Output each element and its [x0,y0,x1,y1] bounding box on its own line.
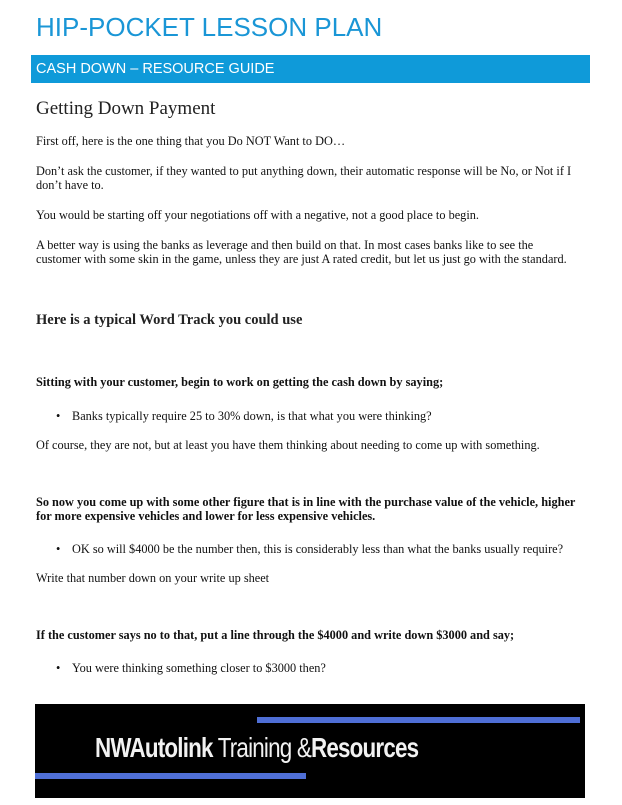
bullet-item [56,542,563,556]
instruction-step: Sitting with your customer, begin to work on getting the cash down by saying; [36,375,444,389]
decorative-line-top [257,717,580,723]
logo-text-bold: Resources [310,732,419,763]
bullet-item [56,409,432,423]
decorative-line-bottom [35,773,306,779]
paragraph: A better way is using the banks as leverage and then build on that. In most cases banks like to see the customer with some skin in the game, unless they are just A rated credit, but let us just go with the standard. [36,238,567,266]
paragraph: Don’t ask the customer, if they wanted to put anything down, their automatic response will be No, or Not if I don’t have to. [36,164,572,192]
paragraph: Write that number down on your write up sheet [36,571,270,585]
section-banner [31,55,590,83]
bullet-text: Banks typically require 25 to 30% down, is that what you were thinking? [72,409,432,423]
section-heading: Getting Down Payment [36,98,216,119]
bullet-icon: • [56,409,61,423]
bullet-text: You were thinking something closer to $3000 then? [72,661,326,675]
section-title: CASH DOWN – RESOURCE GUIDE [36,61,275,77]
paragraph: Of course, they are not, but at least you have them thinking about needing to come up with something. [36,438,540,452]
document-title: HIP-POCKET LESSON PLAN [36,12,383,42]
word-track-heading: Here is a typical Word Track you could use [36,312,303,328]
bullet-text: OK so will $4000 be the number then, this is considerably less than what the banks usually require? [72,542,564,556]
logo-text [95,732,418,764]
footer-logo-banner [35,704,585,798]
paragraph: You would be starting off your negotiations off with a negative, not a good place to begin. [36,208,479,222]
instruction-step: If the customer says no to that, put a line through the $4000 and write down $3000 and say; [36,628,515,642]
paragraph: First off, here is the one thing that you Do NOT Want to DO… [36,134,346,148]
bullet-icon: • [56,542,61,556]
instruction-step: So now you come up with some other figure that is in line with the purchase value of the vehicle, higher for more expensive vehicles and lower for less expensive vehicles. [36,495,576,523]
logo-brand: NWAutolink [95,732,213,763]
logo-text-light: Training & [217,732,311,763]
bullet-icon: • [56,661,61,675]
bullet-item [56,661,326,675]
